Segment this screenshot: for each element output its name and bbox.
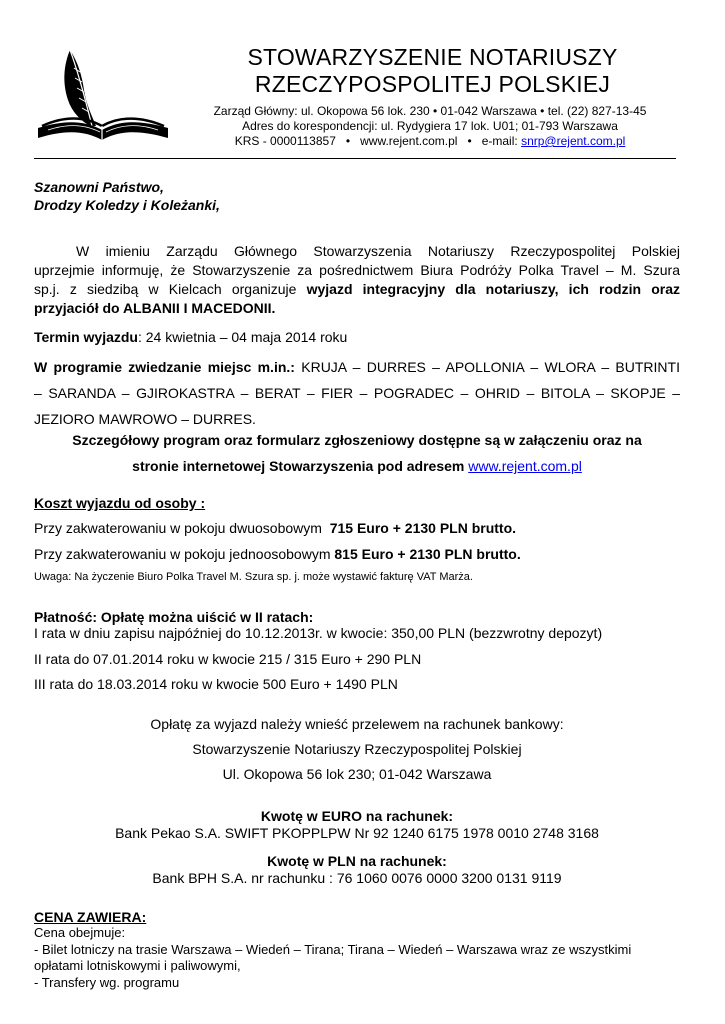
details-line1: Szczegółowy program oraz formularz zgłoszeniowy dostępne są w załączeniu oraz na <box>72 432 642 448</box>
contact-line <box>195 134 665 149</box>
bullet-separator: • <box>345 134 351 148</box>
intro-paragraph <box>34 242 680 318</box>
intro-line: uprzejmie informuję, że Stowarzyszenie za pośrednictwem Biura Podróży Polka Travel – M. Szura <box>34 262 680 278</box>
payment-rate1: I rata w dniu zapisu najpóźniej do 10.12.2013r. w kwocie: 350,00 PLN (bezzwrotny depozyt) <box>34 625 603 641</box>
intro-line: W imieniu Zarządu Głównego Stowarzyszenia Notariuszy Rzeczypospolitej Polskiej <box>76 243 680 259</box>
greeting-line2: Drodzy Koledzy i Koleżanki, <box>34 197 220 213</box>
cost-double-room <box>34 519 516 538</box>
cost-single-price: 815 Euro + 2130 PLN brutto. <box>334 546 521 562</box>
program-places: KRUJA – DURRES – APOLLONIA – WLORA – BUTRINTI <box>301 359 680 375</box>
euro-account-heading: Kwotę w EURO na rachunek: <box>260 808 454 824</box>
email-link[interactable]: snrp@rejent.com.pl <box>521 134 626 148</box>
trip-dates <box>34 328 347 347</box>
cost-single-room <box>34 545 521 564</box>
krs-number: KRS - 0000113857 <box>234 134 336 148</box>
trip-dates-label: Termin wyjazdu <box>34 329 138 345</box>
program-paragraph <box>34 354 680 432</box>
euro-account-number: Bank Pekao S.A. SWIFT PKOPPLPW Nr 92 1240 6175 1978 0010 2748 3168 <box>115 825 599 841</box>
program-label: W programie zwiedzanie miejsc m.in.: <box>34 359 295 375</box>
program-line: JEZIORO MAWROWO – DURRES. <box>34 411 256 427</box>
trip-dates-value: : 24 kwietnia – 04 maja 2014 roku <box>137 329 348 345</box>
email-label: e-mail: <box>481 134 518 148</box>
org-title-line1: STOWARZYSZENIE NOTARIUSZY <box>247 44 618 70</box>
bank-intro: Opłatę za wyjazd należy wnieść przelewem na rachunek bankowy: <box>150 716 564 732</box>
payment-heading: Płatność: Opłatę można uiścić w II ratach: <box>34 609 314 625</box>
intro-line-plain: sp.j. z siedzibą w Kielcach organizuje <box>34 281 297 297</box>
bullet-separator: • <box>467 134 472 148</box>
details-line2 <box>34 458 680 474</box>
price-includes-item: - Bilet lotniczy na trasie Warszawa – Wiedeń – Tirana; Tirana – Wiedeń – Warszawa wraz ze wszystkimi <box>34 942 632 957</box>
pln-account-number: Bank BPH S.A. nr rachunku : 76 1060 0076 0000 3200 0131 9119 <box>152 870 562 886</box>
bank-recipient-address: Ul. Okopowa 56 lok 230; 01-042 Warszawa <box>222 766 492 782</box>
details-text: stronie internetowej Stowarzyszenia pod adresem <box>132 458 465 474</box>
org-title-line2: RZECZYPOSPOLITEJ POLSKIEJ <box>254 71 611 97</box>
payment-rate2: II rata do 07.01.2014 roku w kwocie 215 / 315 Euro + 290 PLN <box>34 651 422 667</box>
intro-line <box>34 280 680 299</box>
program-line <box>34 354 680 380</box>
website-link[interactable]: www.rejent.com.pl <box>468 458 582 474</box>
greeting-line1: Szanowni Państwo, <box>34 179 164 195</box>
bank-recipient-name: Stowarzyszenie Notariuszy Rzeczypospolitej Polskiej <box>192 741 522 757</box>
address-correspondence: Adres do korespondencji: ul. Rydygiera 17 lok. U01; 01-793 Warszawa <box>242 119 618 133</box>
header-divider <box>34 158 676 159</box>
pln-account-heading: Kwotę w PLN na rachunek: <box>267 853 447 869</box>
price-includes-item-continued: opłatami lotniskowymi i paliwowymi, <box>34 958 241 973</box>
cost-double-price: 715 Euro + 2130 PLN brutto. <box>329 520 517 536</box>
intro-line <box>34 299 680 318</box>
trip-destination: przyjaciół do ALBANII I MACEDONII. <box>34 300 276 316</box>
cost-double-label: Przy zakwaterowaniu w pokoju dwuosobowym <box>34 520 322 536</box>
quill-book-icon <box>34 46 172 142</box>
price-includes-subheading: Cena obejmuje: <box>34 925 126 940</box>
payment-rate3: III rata do 18.03.2014 roku w kwocie 500 Euro + 1490 PLN <box>34 676 398 692</box>
price-includes-item: - Transfery wg. programu <box>34 975 180 990</box>
cost-single-label: Przy zakwaterowaniu w pokoju jednoosobowym <box>34 546 331 562</box>
cost-heading-text: Koszt wyjazdu od osoby : <box>34 495 206 511</box>
trip-highlight: wyjazd integracyjny dla notariuszy, ich rodzin oraz <box>306 281 680 297</box>
price-includes-heading-text: CENA ZAWIERA: <box>34 909 147 925</box>
address-main: Zarząd Główny: ul. Okopowa 56 lok. 230 • 01-042 Warszawa • tel. (22) 827-13-45 <box>213 104 647 118</box>
program-line: – SARANDA – GJIROKASTRA – BERAT – FIER – POGRADEC – OHRID – BITOLA – SKOPJE – <box>34 385 680 401</box>
vat-note: Uwaga: Na życzenie Biuro Polka Travel M. Szura sp. j. może wystawić fakturę VAT Marża. <box>34 571 473 583</box>
cost-heading <box>34 494 205 513</box>
website-text: www.rejent.com.pl <box>360 134 458 148</box>
